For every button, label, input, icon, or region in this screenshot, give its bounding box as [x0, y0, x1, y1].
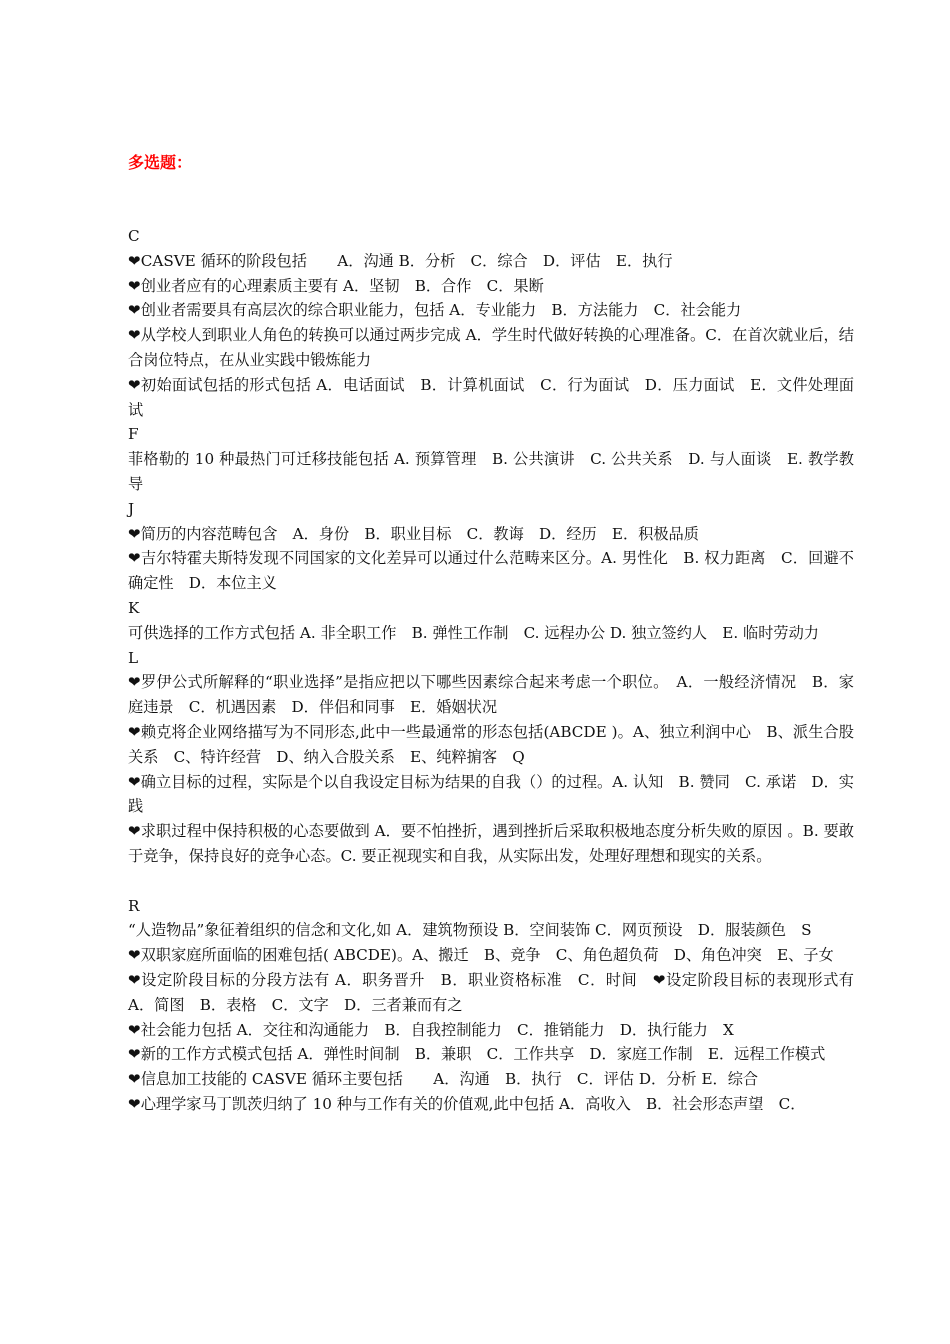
question-item: ❤简历的内容范畴包含 A．身份 B．职业目标 C．教诲 D．经历 E．积极品质	[128, 524, 699, 543]
letter-group-label: F	[128, 425, 139, 444]
question-item: ❤设定阶段目标的分段方法有 A．职务晋升 B．职业资格标准 C．时间 ❤设定阶段目标的表现形式有 A．简图 B．表格 C．文字 D．三者兼而有之	[128, 970, 854, 1014]
question-item: ❤新的工作方式模式包括 A．弹性时间制 B．兼职 C．工作共享 D．家庭工作制 E．远程工作模式	[128, 1045, 826, 1064]
question-item: ❤确立目标的过程，实际是个以自我设定目标为结果的自我（）的过程。A. 认知 B. 赞同 C. 承诺 D．实践	[128, 772, 854, 816]
question-item: 菲格勒的 10 种最热门可迁移技能包括 A. 预算管理 B. 公共演讲 C. 公共关系 D. 与人面谈 E. 教学教导	[128, 450, 854, 493]
question-item: ❤社会能力包括 A．交往和沟通能力 B．自我控制能力 C．推销能力 D．执行能力 X	[128, 1020, 734, 1039]
question-item: ❤信息加工技能的 CASVE 循环主要包括 A．沟通 B．执行 C．评估 D．分析 E．综合	[128, 1070, 759, 1089]
question-item: “人造物品”象征着组织的信念和文化,如 A．建筑物预设 B．空间装饰 C．网页预设 D．服装颜色 S	[128, 921, 812, 940]
question-item: ❤初始面试包括的形式包括 A．电话面试 B．计算机面试 C．行为面试 D．压力面试 E．文件处理面试	[128, 375, 854, 419]
question-item: 可供选择的工作方式包括 A. 非全职工作 B. 弹性工作制 C. 远程办公 D. 独立签约人 E. 临时劳动力	[128, 623, 819, 642]
question-item: ❤心理学家马丁凯茨归纳了 10 种与工作有关的价值观,此中包括 A．高收入 B．社会形态声望 C．	[128, 1094, 806, 1113]
section-heading: 多选题：	[128, 153, 193, 172]
question-item: ❤创业者需要具有高层次的综合职业能力，包括 A．专业能力 B．方法能力 C．社会能力	[128, 301, 742, 320]
letter-group-label: J	[128, 499, 135, 518]
question-item: ❤双职家庭所面临的困难包括( ABCDE)。A、搬迁 B、竞争 C、角色超负荷 D、角色冲突 E、子女	[128, 946, 834, 965]
question-item: ❤求职过程中保持积极的心态要做到 A．要不怕挫折，遇到挫折后采取积极地态度分析失败的原因 。B. 要敢于竞争，保持良好的竞争心态。C. 要正视现实和自我，从实际出发，处理好理想和现实的关系。	[128, 822, 854, 865]
question-list	[128, 224, 854, 1117]
letter-group-label: L	[128, 648, 139, 667]
question-item: ❤罗伊公式所解释的“职业选择”是指应把以下哪些因素综合起来考虑一个职位。 A．一般经济情况 B．家庭违景 C．机遇因素 D．伴侣和同事 E．婚姻状况	[128, 673, 854, 717]
question-item: ❤吉尔特霍夫斯特发现不同国家的文化差异可以通过什么范畴来区分。A. 男性化 B. 权力距离 C．回避不确定性 D．本位主义	[128, 549, 854, 593]
blank-line	[128, 869, 854, 894]
question-item: ❤从学校人到职业人角色的转换可以通过两步完成 A．学生时代做好转换的心理准备。C．在首次就业后，结合岗位特点，在从业实践中锻炼能力	[128, 326, 854, 369]
question-item: ❤赖克将企业网络描写为不同形态,此中一些最通常的形态包括(ABCDE )。A、独立利润中心 B、派生合股关系 C、特许经营 D、纳入合股关系 E、纯粹掮客 Q	[128, 722, 854, 766]
letter-group-label: C	[128, 227, 140, 245]
question-item: ❤CASVE 循环的阶段包括 A．沟通 B．分析 C．综合 D．评估 E．执行	[128, 251, 673, 270]
letter-group-label: R	[128, 896, 140, 915]
question-item: ❤创业者应有的心理素质主要有 A．坚韧 B．合作 C．果断	[128, 276, 544, 295]
letter-group-label: K	[128, 598, 140, 617]
